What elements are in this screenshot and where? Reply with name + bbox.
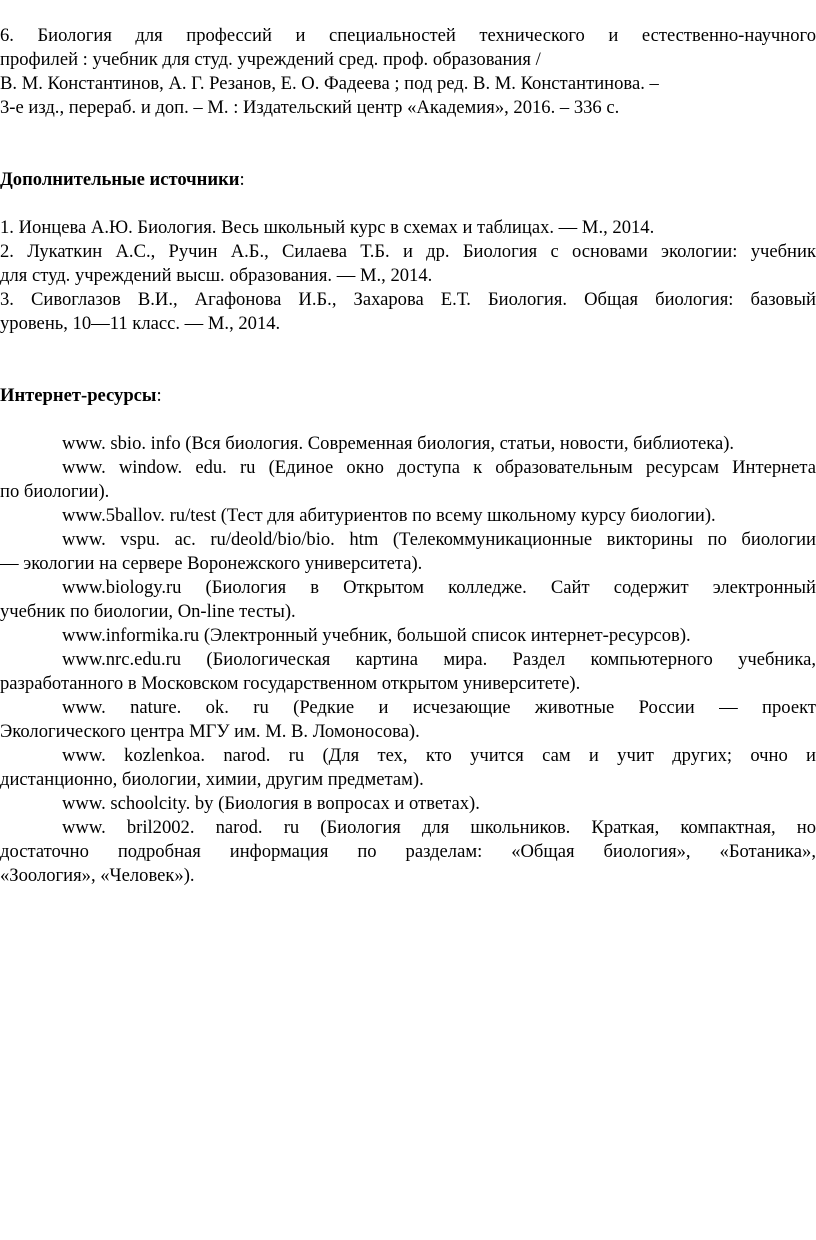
main-source-entry [0, 24, 816, 120]
document-page [0, 24, 816, 888]
internet-resources-heading: Интернет-ресурсы: [0, 385, 162, 406]
resource-item: www. kozlenkoa. narod. ru (Для тех, кто учится сам и учит других; очно и дистанционно, биологии, химии, другим предметам). [0, 745, 816, 790]
additional-sources-heading: Дополнительные источники: [0, 169, 245, 190]
internet-resources-list [0, 432, 816, 888]
resource-item: www.biology.ru (Биология в Открытом колледже. Сайт содержит электронный учебник по биологии, On-line тесты). [0, 577, 816, 622]
resource-item: www. schoolcity. by (Биология в вопросах и ответах). [62, 793, 480, 814]
resource-item: www.informika.ru (Электронный учебник, большой список интернет-ресурсов). [62, 625, 691, 646]
list-item: 3. Сивоглазов В.И., Агафонова И.Б., Захарова Е.Т. Биология. Общая биология: базовый уровень, 10—11 класс. — М., 2014. [0, 289, 816, 334]
main-source-line: В. М. Константинов, А. Г. Резанов, Е. О. Фадеева ; под ред. В. М. Константинова. – [0, 73, 659, 94]
list-item: 2. Лукаткин А.С., Ручин А.Б., Силаева Т.Б. и др. Биология с основами экологии: учебник для студ. учреждений высш. образования. — М., 2014. [0, 241, 816, 286]
resource-item: www.5ballov. ru/test (Тест для абитуриентов по всему школьному курсу биологии). [62, 505, 716, 526]
resource-item: www.nrc.edu.ru (Биологическая картина мира. Раздел компьютерного учебника, разработанного в Московском государственном открытом университете). [0, 649, 816, 694]
list-item: 1. Ионцева А.Ю. Биология. Весь школьный курс в схемах и таблицах. — М., 2014. [0, 217, 655, 238]
main-source-line: 6. Биология для профессий и специальностей технического и естественно-научного [0, 25, 816, 46]
resource-item: www. bril2002. narod. ru (Биология для школьников. Краткая, компактная, но достаточно подробная информация по разделам: «Общая биология», «Ботаника», «Зоология», «Человек»). [0, 817, 816, 886]
resource-item: www. nature. ok. ru (Редкие и исчезающие животные России — проект Экологического центра МГУ им. М. В. Ломоносова). [0, 697, 816, 742]
main-source-line: профилей : учебник для студ. учреждений сред. проф. образования / [0, 49, 541, 70]
additional-sources-list [0, 216, 816, 336]
main-source-line: 3-е изд., перераб. и доп. – М. : Издательский центр «Академия», 2016. – 336 с. [0, 97, 620, 118]
resource-item: www. sbio. info (Вся биология. Современная биология, статьи, новости, библиотека). [62, 433, 735, 454]
resource-item: www. vspu. ac. ru/deold/bio/bio. htm (Телекоммуникационные викторины по биологии — экологии на сервере Воронежского университета). [0, 529, 816, 574]
resource-item: www. window. edu. ru (Единое окно доступа к образовательным ресурсам Интернета по биологии). [0, 457, 816, 502]
